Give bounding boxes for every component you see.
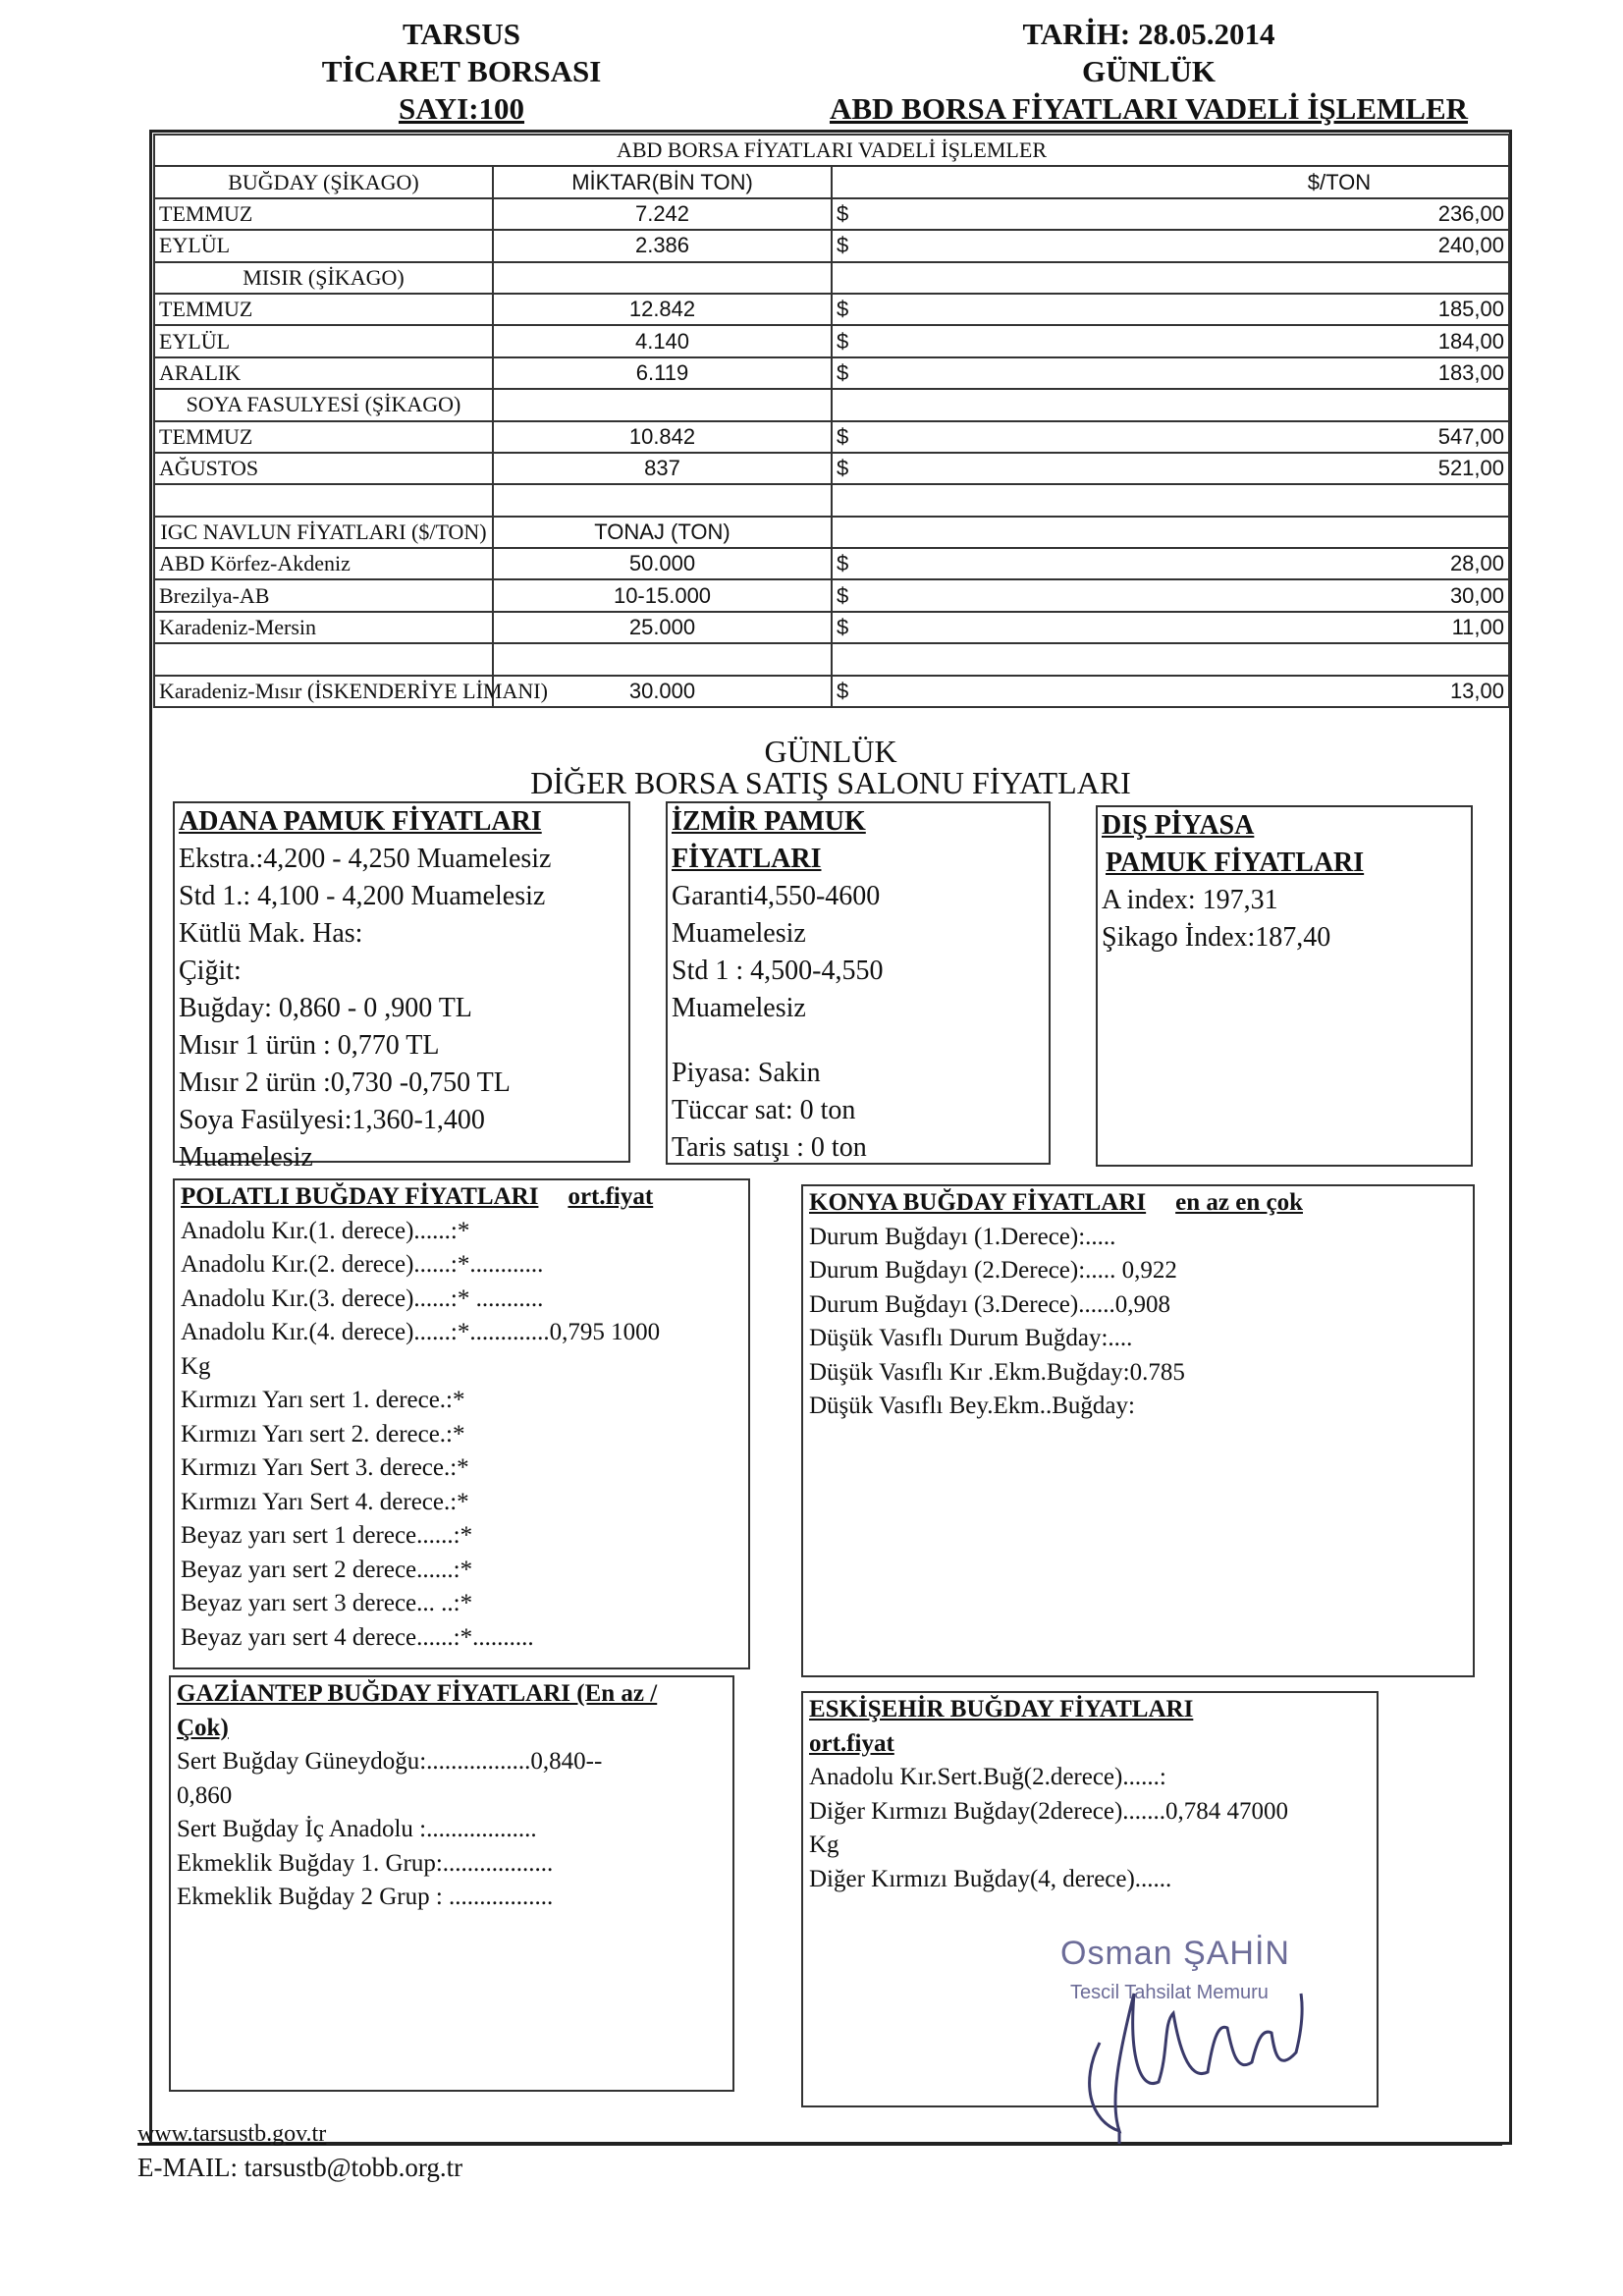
izmir-line: Muamelesiz (672, 918, 806, 949)
row-quantity: 12.842 (493, 294, 832, 325)
polatli-title-extra: ort.fiyat (568, 1183, 654, 1210)
row-currency: $ (832, 421, 1170, 453)
gaziantep-line: Ekmeklik Buğday 1. Grup:.................. (177, 1849, 554, 1877)
gaziantep-line: Sert Buğday Güneydoğu:.................0,840-- (177, 1748, 603, 1775)
row-currency (832, 262, 1170, 294)
row-value: 236,00 (1170, 198, 1509, 230)
row-quantity: 25.000 (493, 612, 832, 643)
row-quantity: 50.000 (493, 548, 832, 579)
row-label: Karadeniz-Mısır (İSKENDERİYE LİMANI) (154, 676, 493, 707)
row-quantity (493, 389, 832, 420)
table-row (154, 325, 1509, 356)
konya-line: Durum Buğdayı (1.Derece):..... (809, 1223, 1116, 1250)
adana-line: Buğday: 0,860 - 0 ,900 TL (179, 993, 472, 1023)
row-label (154, 484, 493, 516)
polatli-line: Kırmızı Yarı sert 2. derece.:* (181, 1420, 465, 1448)
polatli-line: Kırmızı Yarı Sert 4. derece.:* (181, 1488, 469, 1515)
konya-line: Düşük Vasıflı Bey.Ekm..Buğday: (809, 1393, 1135, 1419)
table-row (154, 262, 1509, 294)
row-value (1170, 389, 1509, 420)
row-label: SOYA FASULYESİ (ŞİKAGO) (154, 389, 493, 420)
footer-email[interactable]: E-MAIL: tarsustb@tobb.org.tr (137, 2153, 463, 2182)
row-currency: $ (832, 230, 1170, 261)
signature-icon (1051, 1935, 1325, 2141)
header-date: TARİH: 28.05.2014 (1022, 17, 1275, 51)
stamp-name: Osman ŞAHİN (1060, 1935, 1290, 1972)
row-label: ARALIK (154, 357, 493, 389)
foreign-line: Şikago İndex:187,40 (1102, 922, 1331, 953)
table-row (154, 453, 1509, 484)
konya-line: Düşük Vasıflı Durum Buğday:.... (809, 1325, 1133, 1351)
table-row (154, 484, 1509, 516)
table-row (154, 579, 1509, 611)
official-stamp (1051, 1935, 1325, 2141)
row-label: MISIR (ŞİKAGO) (154, 262, 493, 294)
adana-line: Kütlü Mak. Has: (179, 918, 363, 949)
row-label: BUĞDAY (ŞİKAGO) (154, 166, 493, 197)
table-row (154, 357, 1509, 389)
izmir-line: Std 1 : 4,500-4,550 (672, 956, 884, 986)
row-currency: $ (832, 676, 1170, 707)
row-currency: $ (832, 357, 1170, 389)
row-currency (832, 484, 1170, 516)
row-quantity: MİKTAR(BİN TON) (493, 166, 832, 197)
header-subtitle: ABD BORSA FİYATLARI VADELİ İŞLEMLER (829, 91, 1469, 126)
row-label: TEMMUZ (154, 294, 493, 325)
konya-line: Durum Buğdayı (3.Derece)......0,908 (809, 1290, 1170, 1318)
polatli-line: Beyaz yarı sert 3 derece... ..:* (181, 1590, 473, 1616)
polatli-title (181, 1180, 742, 1215)
table-row (154, 166, 1509, 197)
eskisehir-line: Diğer Kırmızı Buğday(4, derece)...... (809, 1865, 1172, 1892)
row-quantity (493, 643, 832, 675)
adana-line: Soya Fasülyesi:1,360-1,400 (179, 1105, 485, 1135)
adana-line: Std 1.: 4,100 - 4,200 Muamelesiz (179, 881, 546, 911)
table-row (154, 548, 1509, 579)
izmir-line: Muamelesiz (672, 993, 806, 1023)
row-quantity (493, 484, 832, 516)
daily-title: GÜNLÜK (764, 734, 897, 769)
gaziantep-line: Sert Buğday İç Anadolu :.................. (177, 1816, 537, 1842)
row-label: TEMMUZ (154, 421, 493, 453)
header-daily: GÜNLÜK (1081, 54, 1217, 88)
eskisehir-title-2: ort.fiyat (809, 1729, 894, 1757)
konya-title (809, 1186, 1467, 1221)
row-label: TEMMUZ (154, 198, 493, 230)
eskisehir-line: Kg (809, 1831, 839, 1858)
polatli-line: Anadolu Kır.(4. derece)......:*.............0,795 1000 (181, 1319, 661, 1345)
futures-caption: ABD BORSA FİYATLARI VADELİ İŞLEMLER (154, 135, 1509, 166)
izmir-title-2: FİYATLARI (672, 844, 822, 874)
header-right (776, 16, 1522, 128)
polatli-line: Anadolu Kır.(3. derece)......:* ........... (181, 1285, 544, 1312)
futures-table (153, 134, 1510, 708)
header-org: TİCARET BORSASI (321, 54, 602, 88)
row-currency (832, 389, 1170, 420)
polatli-line: Kırmızı Yarı sert 1. derece.:* (181, 1387, 465, 1413)
header-issue: SAYI:100 (398, 91, 525, 126)
izmir-cotton-box (666, 801, 1051, 1165)
adana-line: Muamelesiz (179, 1142, 313, 1173)
gaziantep-line: Ekmeklik Buğday 2 Grup : ................. (177, 1884, 554, 1910)
konya-line: Durum Buğdayı (2.Derece):..... 0,922 (809, 1257, 1177, 1284)
row-quantity: 7.242 (493, 198, 832, 230)
header-city: TARSUS (402, 17, 521, 51)
adana-line: Mısır 1 ürün : 0,770 TL (179, 1030, 440, 1061)
row-value: 547,00 (1170, 421, 1509, 453)
row-currency: $ (832, 612, 1170, 643)
gaziantep-line: 0,860 (177, 1781, 233, 1809)
foreign-market-box (1096, 805, 1473, 1167)
row-currency: $ (832, 548, 1170, 579)
row-quantity: 4.140 (493, 325, 832, 356)
foreign-title-2: PAMUK FİYATLARI (1106, 847, 1365, 878)
row-value: 521,00 (1170, 453, 1509, 484)
row-value: $/TON (1170, 166, 1509, 197)
row-label: Brezilya-AB (154, 579, 493, 611)
row-currency: $ (832, 453, 1170, 484)
konya-line: Düşük Vasıflı Kır .Ekm.Buğday:0.785 (809, 1358, 1185, 1386)
polatli-wheat-box (173, 1178, 750, 1669)
konya-title-extra: en az en çok (1175, 1189, 1303, 1216)
footer-website[interactable]: www.tarsustb.gov.tr (137, 2121, 327, 2147)
polatli-line: Beyaz yarı sert 2 derece......:* (181, 1556, 473, 1583)
row-currency: $ (832, 579, 1170, 611)
foreign-title-1: DIŞ PİYASA (1102, 810, 1255, 841)
eskisehir-title: ESKİŞEHİR BUĞDAY FİYATLARI (809, 1696, 1194, 1722)
row-quantity: 6.119 (493, 357, 832, 389)
header-left (295, 16, 628, 128)
row-value: 184,00 (1170, 325, 1509, 356)
izmir-line: Garanti4,550-4600 (672, 881, 881, 911)
izmir-line: Tüccar sat: 0 ton (672, 1095, 856, 1125)
row-label (154, 643, 493, 675)
row-quantity (493, 262, 832, 294)
izmir-line: Piyasa: Sakin (672, 1058, 821, 1088)
izmir-line (672, 1027, 1045, 1055)
row-value: 240,00 (1170, 230, 1509, 261)
row-quantity: 837 (493, 453, 832, 484)
polatli-line: Kırmızı Yarı Sert 3. derece.:* (181, 1454, 469, 1481)
polatli-line: Beyaz yarı sert 1 derece......:* (181, 1522, 473, 1549)
adana-line: Mısır 2 ürün :0,730 -0,750 TL (179, 1067, 511, 1098)
row-quantity: 10.842 (493, 421, 832, 453)
polatli-line: Kg (181, 1352, 211, 1380)
row-quantity: 30.000 (493, 676, 832, 707)
row-value: 185,00 (1170, 294, 1509, 325)
adana-line: Çiğit: (179, 956, 242, 986)
table-row (154, 198, 1509, 230)
row-currency: $ (832, 325, 1170, 356)
row-currency: $ (832, 294, 1170, 325)
eskisehir-line: Diğer Kırmızı Buğday(2derece).......0,784 47000 (809, 1797, 1289, 1825)
row-quantity: 10-15.000 (493, 579, 832, 611)
gaziantep-title-1: GAZİANTEP BUĞDAY FİYATLARI (En az / (177, 1680, 658, 1707)
daily-subtitle: DİĞER BORSA SATIŞ SALONU FİYATLARI (530, 765, 1131, 800)
row-value: 28,00 (1170, 548, 1509, 579)
izmir-title-1: İZMİR PAMUK (672, 806, 866, 837)
table-row (154, 676, 1509, 707)
adana-title: ADANA PAMUK FİYATLARI (179, 806, 542, 837)
row-label: IGC NAVLUN FİYATLARI ($/TON) (154, 517, 493, 548)
gaziantep-title-2: Çok) (177, 1714, 229, 1741)
polatli-line: Beyaz yarı sert 4 derece......:*.......... (181, 1623, 534, 1651)
row-label: Karadeniz-Mersin (154, 612, 493, 643)
row-currency (832, 517, 1170, 548)
row-currency (832, 643, 1170, 675)
row-value: 30,00 (1170, 579, 1509, 611)
row-currency (832, 166, 1170, 197)
row-value (1170, 484, 1509, 516)
table-row (154, 294, 1509, 325)
konya-title-text: KONYA BUĞDAY FİYATLARI (809, 1189, 1147, 1216)
footer-rule (137, 2144, 1502, 2146)
row-currency: $ (832, 198, 1170, 230)
row-value (1170, 262, 1509, 294)
table-row (154, 612, 1509, 643)
adana-line: Ekstra.:4,200 - 4,250 Muamelesiz (179, 844, 552, 874)
stamp-title: Tescil Tahsilat Memuru (1070, 1982, 1269, 2003)
eskisehir-line: Anadolu Kır.Sert.Buğ(2.derece)......: (809, 1764, 1166, 1790)
gaziantep-wheat-box (169, 1675, 734, 2092)
izmir-line: Taris satışı : 0 ton (672, 1132, 867, 1163)
konya-wheat-box (801, 1184, 1475, 1677)
row-value: 183,00 (1170, 357, 1509, 389)
row-value: 11,00 (1170, 612, 1509, 643)
table-row (154, 389, 1509, 420)
row-quantity: 2.386 (493, 230, 832, 261)
table-row (154, 643, 1509, 675)
row-label: AĞUSTOS (154, 453, 493, 484)
polatli-line: Anadolu Kır.(1. derece)......:* (181, 1217, 470, 1244)
table-row (154, 421, 1509, 453)
row-quantity: TONAJ (TON) (493, 517, 832, 548)
polatli-title-text: POLATLI BUĞDAY FİYATLARI (181, 1183, 539, 1210)
table-row (154, 230, 1509, 261)
table-row (154, 517, 1509, 548)
foreign-line: A index: 197,31 (1102, 885, 1278, 915)
row-value (1170, 517, 1509, 548)
row-value (1170, 643, 1509, 675)
row-label: EYLÜL (154, 325, 493, 356)
row-label: EYLÜL (154, 230, 493, 261)
row-value: 13,00 (1170, 676, 1509, 707)
adana-cotton-box (173, 801, 630, 1173)
polatli-line: Anadolu Kır.(2. derece)......:*............ (181, 1251, 544, 1278)
row-label: ABD Körfez-Akdeniz (154, 548, 493, 579)
